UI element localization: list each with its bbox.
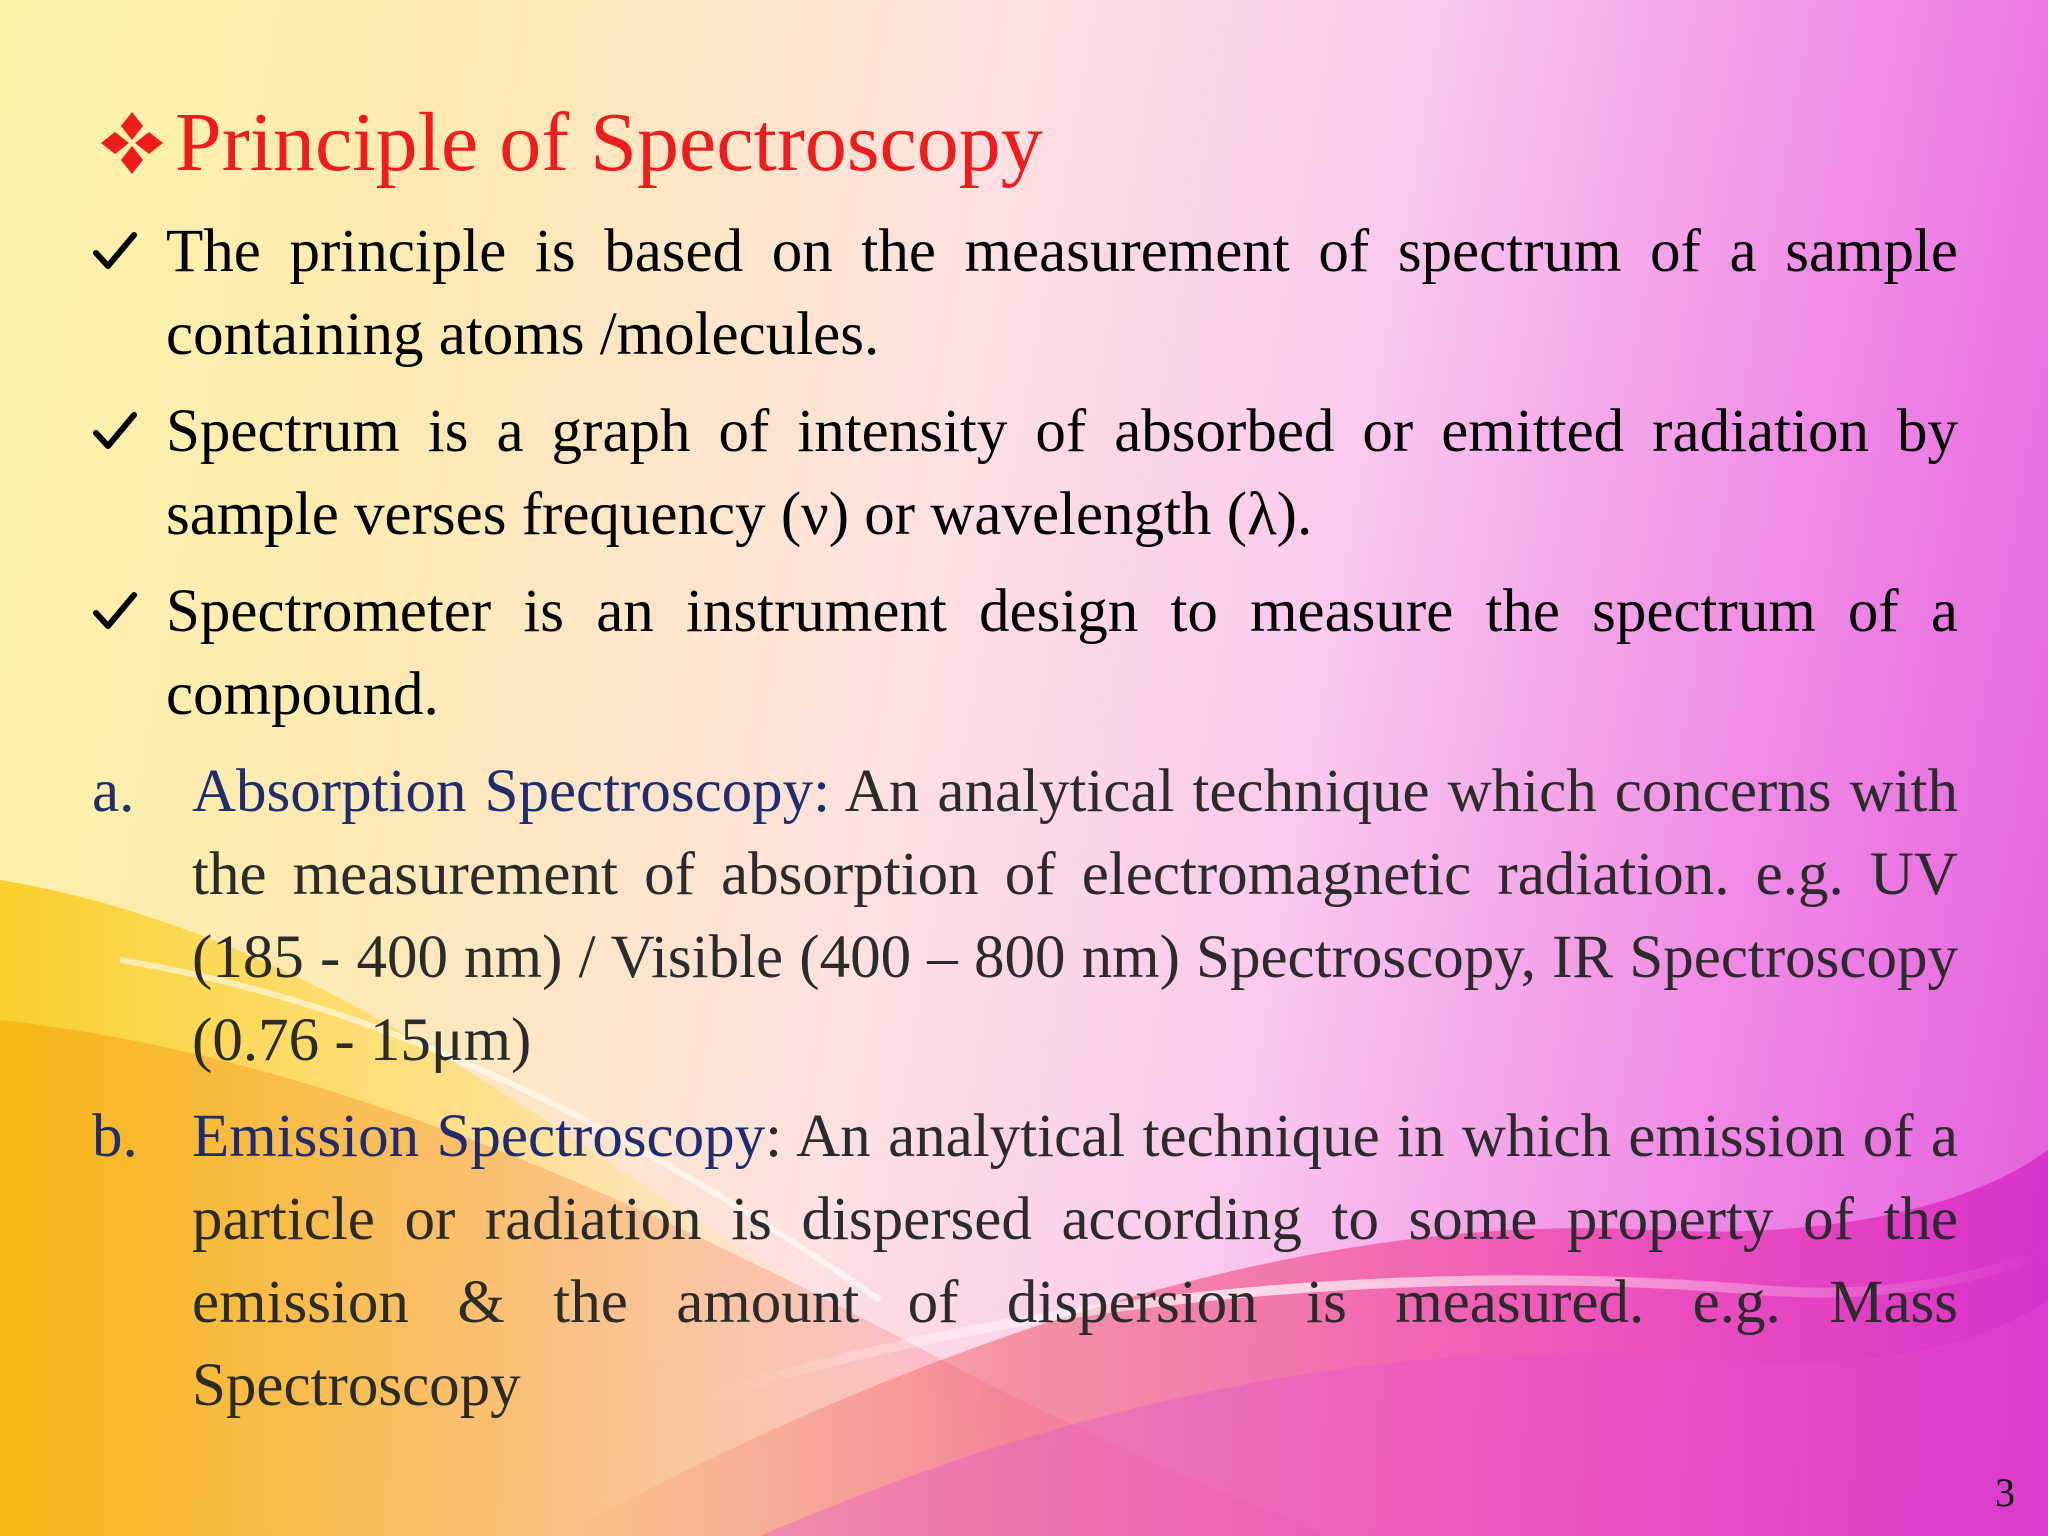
bullet-item — [92, 570, 1958, 736]
definition-text — [192, 1095, 1958, 1427]
bullet-marker — [92, 390, 138, 473]
checkmark-icon — [92, 589, 138, 635]
definition-marker: a. — [92, 758, 135, 825]
definition-text — [192, 750, 1958, 1082]
definition-body: : An analytical technique in which emission of a particle or radiation is dispersed according to some property of the emission & the amount of dispersion is measured. e.g. Mass Spectroscopy — [192, 1103, 1958, 1419]
definition-body: An analytical technique which concerns with the measurement of absorption of electromagnetic radiation. e.g. UV (185 - 400 nm) / Visible (400 – 800 nm) Spectroscopy, IR Spectroscopy (0.76 - 15μm) — [192, 758, 1958, 1074]
bullet-item — [92, 210, 1958, 376]
bullet-text: Spectrometer is an instrument design to measure the spectrum of a compound. — [166, 578, 1958, 728]
checkmark-icon — [92, 229, 138, 275]
bullet-marker — [92, 210, 138, 293]
definition-term: Emission Spectroscopy — [192, 1103, 766, 1170]
definition-term: Absorption Spectroscopy: — [192, 758, 831, 825]
bullet-item — [92, 390, 1958, 556]
page-number: 3 — [1995, 1470, 2015, 1515]
definition-item — [92, 1095, 1958, 1427]
definition-marker: b. — [92, 1103, 138, 1170]
four-diamond-bullet-icon — [95, 106, 169, 180]
slide-title — [95, 88, 1043, 198]
bullet-marker — [92, 570, 138, 653]
bullet-text: The principle is based on the measurement of spectrum of a sample containing atoms /molecules. — [166, 218, 1958, 368]
checkmark-icon — [92, 409, 138, 455]
bullet-text: Spectrum is a graph of intensity of absorbed or emitted radiation by sample verses frequency (ν) or wavelength (λ). — [166, 398, 1958, 548]
slide-title-text: Principle of Spectroscopy — [175, 96, 1043, 189]
definition-item — [92, 750, 1958, 1082]
